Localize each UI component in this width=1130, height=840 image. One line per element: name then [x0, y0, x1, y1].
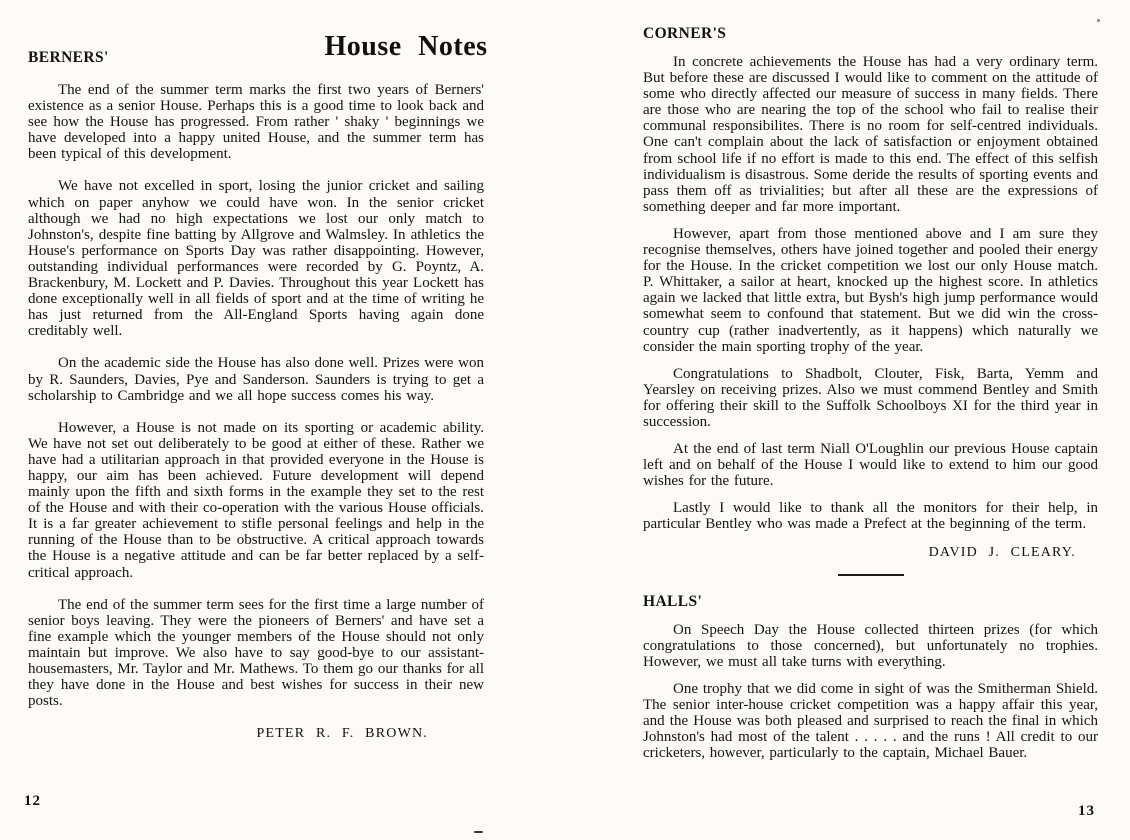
- scan-speck: [474, 831, 483, 833]
- section-heading-halls: HALLS': [643, 592, 703, 610]
- paragraph: However, a House is not made on its sporting or academic ability. We have not set out deliberately to be good at either of these. Rather we have had a utilitarian approach in that provided everyone in the House is happy, our aim has been achieved. Future development will depend mainly upon the fifth and sixth forms in the example they set to the rest of the House and with their co-operation with the various House officials. It is a far greater achievement to stifle personal feelings and help in the running of the House than to be obstructive. A critical approach towards the House is a negative attitude and can be far better replaced by a self-critical approach.: [28, 419, 484, 581]
- left-page: [28, 0, 484, 742]
- paragraph: At the end of last term Niall O'Loughlin our previous House captain left and on behalf of the House I would like to extend to him our good wishes for the future.: [643, 441, 1098, 490]
- paragraph: The end of the summer term marks the first two years of Berners' existence as a senior House. Perhaps this is a good time to look back and see how the House has progressed. From rather ' shaky ' beginnings we have developed into a happy united House, and the summer term has been typical of this development.: [28, 82, 484, 163]
- page-title: House Notes: [324, 30, 488, 62]
- paragraph: On Speech Day the House collected thirteen prizes (for which congratulations to those concerned), but unfortunately no trophies. However, we must all take turns with everything.: [643, 621, 1098, 670]
- paragraph: However, apart from those mentioned above and I am sure they recognise themselves, others have joined together and pooled their energy for the House. In the cricket competition we lost our only House match. P. Whittaker, a sailor at heart, knocked up the highest score. In athletics again we lacked that little extra, but Bysh's high jump performance would somewhat seem to confound that statement. But we did win the cross-country cup (rather inadvertently, as it happens) which naturally we consider the main sporting trophy of the year.: [643, 225, 1098, 355]
- paragraph: One trophy that we did come in sight of was the Smitherman Shield. The senior inter-house cricket competition was a happy affair this year, and the House was both pleased and surprised to reach the final in which Johnston's had most of the talent . . . . . and the runs ! All credit to our cricketers, however, particularly to the captain, Michael Bauer.: [643, 680, 1098, 762]
- paragraph: Lastly I would like to thank all the monitors for their help, in particular Bentley who was made a Prefect at the beginning of the term.: [643, 500, 1098, 533]
- section-heading-berners: BERNERS': [28, 49, 109, 66]
- section-divider: [838, 574, 904, 576]
- section-heading-corners: CORNER'S: [643, 25, 727, 42]
- paragraph: We have not excelled in sport, losing the junior cricket and sailing which on paper anyhow we could have won. In the senior cricket although we had no high expectations we lost our only match to Johnston's, despite fine batting by Allgrove and Walmsley. In athletics the House's performance on Sports Day was rather disappointing. However, outstanding individual performances were recorded by G. Poyntz, A. Brackenbury, M. Lockett and P. Davies. Throughout this year Lockett has done exceptionally well in all fields of sport and at the time of writing he has just returned from the All-England Sports having again done creditably well.: [28, 178, 484, 340]
- author-signature-corners: DAVID J. CLEARY.: [928, 544, 1076, 560]
- scan-speck: [1097, 19, 1100, 22]
- page-number-left: 12: [24, 793, 41, 809]
- paragraph: Congratulations to Shadbolt, Clouter, Fisk, Barta, Yemm and Yearsley on receiving prizes. Also we must commend Bentley and Smith for offering their skill to the Suffolk Schoolboys XI for the third year in succession.: [643, 365, 1098, 430]
- paragraph: In concrete achievements the House has had a very ordinary term. But before these are discussed I would like to comment on the attitude of some who directly affected our measure of success in many fields. There are those who are nearing the top of the school who fail to realise their communal responsibilites. There is no room for self-centred individuals. One can't complain about the lack of satisfaction or enjoyment obtained from school life if no effort is made to this end. The effect of this selfish individualism is disastrous. Some deride the results of sporting events and pass them off as trivialities; but after all these are the expressions of something deeper and far more important.: [643, 54, 1098, 215]
- page-number-right: 13: [1078, 803, 1095, 819]
- author-signature-berners: PETER R. F. BROWN.: [256, 726, 428, 742]
- paragraph: On the academic side the House has also done well. Prizes were won by R. Saunders, Davies, Pye and Sanderson. Saunders is trying to get a scholarship to Cambridge and we all hope success comes his way.: [28, 355, 484, 404]
- right-page: [643, 0, 1098, 772]
- paragraph: The end of the summer term sees for the first time a large number of senior boys leaving. They were the pioneers of Berners' and have set a fine example which the younger members of the House should not only maintain but improve. We also have to say good-bye to our assistant-housemasters, Mr. Taylor and Mr. Mathews. To them go our thanks for all they have done in the House and best wishes for success in their new posts.: [28, 596, 484, 710]
